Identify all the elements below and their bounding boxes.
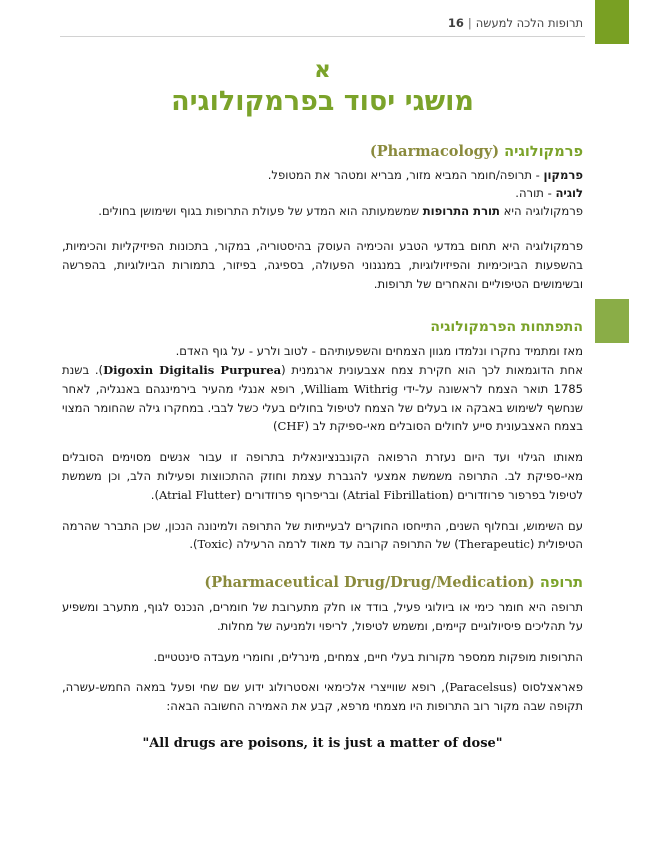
- subheading-pharmacology-latin: (Pharmacology): [369, 143, 500, 161]
- dev-p4-a: עם השימוש, ובחלוף השנים, התייחסו החוקרים לבעייתיות של התרופה ולמינונה הנכון, שכן התברר שהרמה הטיפולית (: [62, 518, 583, 552]
- dev-p2-b: ). בשנת 1785 תואר הצמח לראשונה על-ידי: [62, 363, 584, 396]
- page-title: מושגי יסוד בפרמקולוגיה: [171, 86, 474, 118]
- development-paragraph-1: מאז ומתמיד נחקרו ונלמדו מגוון הצמחים והשפעותיהם - לטוב ולרע - על גוף האדם.: [175, 344, 583, 359]
- intro-post: שמשמעותה הוא המדע של פעולת התרופות בגוף ושימושן בחולים.: [98, 203, 423, 218]
- definition-item: [62, 185, 583, 203]
- paracelsus-term: Paracelsus: [449, 680, 513, 695]
- atrial-flutter-term: Atrial Flutter: [158, 487, 237, 502]
- development-paragraph-2: [62, 361, 583, 436]
- subheading-pharmacology-he: פרמקולוגיה: [504, 144, 583, 161]
- running-head-title: תרופות הלכה למעשה: [475, 16, 583, 30]
- dev-p3-a: מאותו הגילוי ועד היום נעזרת הרפואה הקונבנציונאלית בתרופה זו עבור אנשים מסוימים הסובלים מאי-ספיקת לב. התרופה משמשת אמצעי להגברת עצמת וחוזק ההתכווצות ופעילות הלב, וכן משמשת לטיפול בפרפור פרוזדורים (: [62, 450, 583, 502]
- atrial-fibrillation-term: Atrial Fibrillation: [347, 487, 450, 502]
- page-content: [62, 52, 583, 751]
- definition-term: לוגיה: [555, 186, 583, 201]
- subheading-drug-latin: (Pharmaceutical Drug/Drug/Medication): [204, 574, 535, 592]
- spacer: [62, 566, 583, 574]
- development-paragraph-4: [62, 517, 583, 555]
- subheading-pharmacology: [62, 143, 583, 160]
- dev-p2-a: אחת הדוגמאות לכך הוא חקירת צמח אצבעונית ארגמנית (: [281, 363, 583, 378]
- spacer: [62, 229, 583, 237]
- dev-p3-c: ).: [150, 487, 159, 502]
- dev-p4-b: ) של התרופה קרובה עד מאוד לרמה הרעילה (: [228, 537, 459, 552]
- digoxin-term: Digoxin Digitalis Purpurea: [103, 363, 282, 378]
- dev-p2-d: ): [273, 419, 278, 434]
- subheading-drug: [62, 574, 583, 591]
- drug-paragraph-3: [62, 678, 583, 716]
- development-paragraph-3: [62, 448, 583, 504]
- definition-item: [62, 167, 583, 185]
- drug-p3-b: ), רופא שווייצרי אלכימאי ואסטרולוג ידוע שם שחי ופעל במאה החמש-עשרה, תקופה שבה מקור רוב התרופות היו מצמחי מרפא, קבע את האמירה החשובה הבאה:: [62, 680, 583, 714]
- paracelsus-quote: "All drugs are poisons, it is just a matter of dose": [142, 736, 503, 752]
- pharmacology-intro: [62, 203, 583, 221]
- subheading-drug-he: תרופה: [539, 575, 583, 592]
- definition-text: - תורה.: [515, 186, 556, 201]
- dev-p4-c: ).: [189, 537, 198, 552]
- intro-bold: תורת התרופות: [422, 203, 500, 218]
- section-accent-bar: [595, 299, 629, 343]
- intro-pre: פרמקולוגיה היא: [499, 203, 583, 218]
- toxic-term: Toxic: [197, 537, 229, 552]
- chapter-letter: א: [314, 57, 331, 83]
- pharmacology-paragraph: פרמקולוגיה היא תחום במדעי הטבע והכימיה העוסק בהיסטוריה, במקור, בתכונות הפיזיקליות והכימיות, בהשפעות הביוכימיות והפיזיולוגיות, במנגנוני הפעולה, בספיגה, בפיזור, בתמורות הביולוגיות, בהפרשה ובשימושים הטיפוליים והאחרים של תרופות.: [62, 238, 583, 291]
- dev-p3-b: ) ובריפרוף פרוזדורים (: [236, 487, 348, 502]
- running-head-separator: |: [467, 16, 472, 30]
- drug-paragraph-1: תרופה היא חומר כימי או ביולוגי פעיל, בודד או חלק מתערובת של חומרים, הנכנס לגוף, מתערב ומשפיע על תהליכים פיסיולוגיים קיימים, ומשמש לטיפול, לריפוי ולמניעה של מחלות.: [62, 600, 583, 633]
- subheading-development: התפתחות הפרמקולוגיה: [430, 319, 583, 336]
- dev-p2-c: , רופא אנגלי מהעיר בירמינגהם באנגליה, לאחר שנחשף לשימוש באבקה או בעלים של הצמח לטיפול בחולים בעלי כשל לבבי. במחקרו גילה שהחומר המצוי בצמח האצבעונית סייע לחולים הסובלים מאי-ספיקת לב (: [62, 381, 583, 434]
- william-withrig-term: William Withrig: [304, 381, 399, 396]
- chf-term: CHF: [277, 419, 305, 434]
- running-head: [60, 16, 583, 30]
- therapeutic-term: Therapeutic: [458, 537, 530, 552]
- drug-p3-a: פאראצלסוס (: [512, 680, 583, 695]
- page-number: 16: [447, 16, 464, 30]
- header-accent-bar: [595, 0, 629, 44]
- definition-text: - תרופה/חומר המביא מזור, מבריא ומטהר את המטופל.: [267, 168, 544, 183]
- definition-term: פרמקון: [543, 168, 583, 183]
- spacer: [62, 305, 583, 319]
- definition-list: [62, 167, 583, 221]
- drug-paragraph-2: התרופות מופקות ממספר מקורות בעלי חיים, צמחים, מינרלים, וחומרי מעבדה סינטטיים.: [153, 649, 583, 664]
- header-divider: [60, 36, 585, 37]
